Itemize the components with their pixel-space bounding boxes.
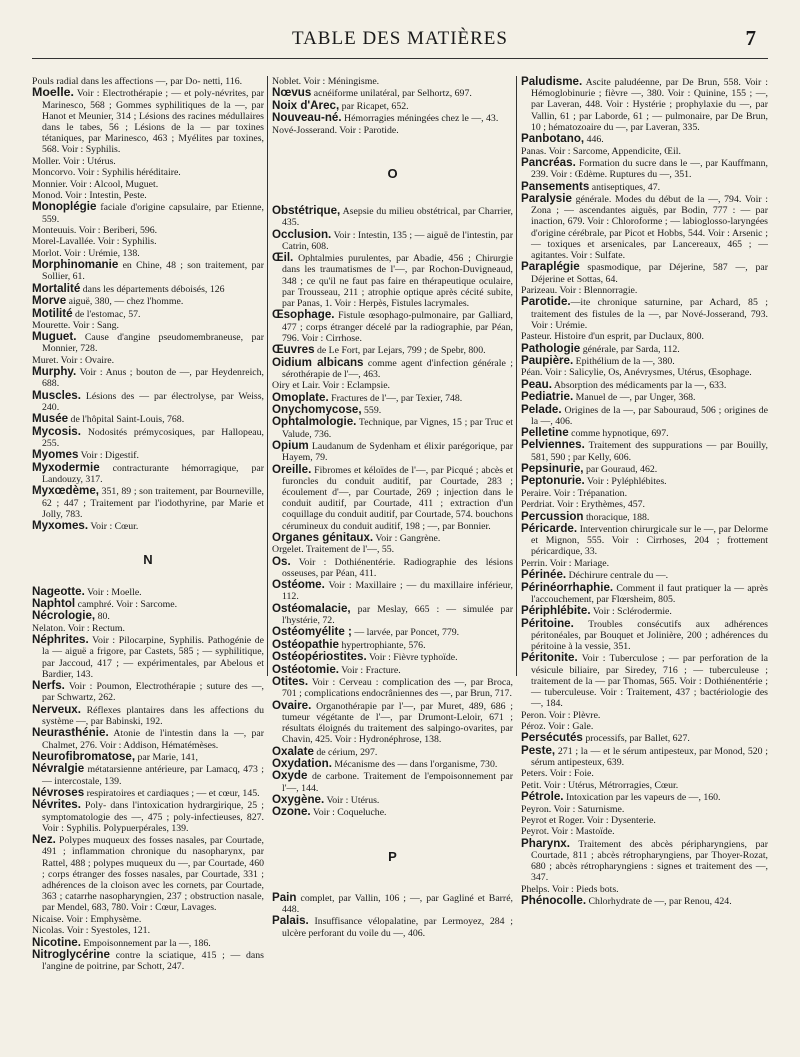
index-entry-neurasthenie: Neurasthénie. Atonie de l'intestin dans la —, par Chalmet, 276. Voir : Addison, Hématémèses. [32,726,264,751]
index-column-3 [521,76,768,1046]
index-entry-os: Os. Voir : Dothiénentérie. Radiographie des lésions osseuses, par Péan, 411. [272,554,513,579]
index-entry-morve: Morve aiguë, 380, — chez l'homme. [32,294,184,308]
index-entry-mycosis: Mycosis. Nodosités prémycosiques, par Hallopeau, 255. [32,424,264,450]
index-entry-muscles: Muscles. Lésions des — par électrolyse, par Weiss, 240. [32,388,264,414]
index-entry: Nové-Josserand. Voir : Parotide. [272,124,399,136]
index-entry-nerveux: Nerveux. Réflexes plantaires dans les affections du système —, par Babinski, 192. [32,702,264,727]
index-entry-obstetrique: Obstétrique, Asepsie du milieu obstétrical, par Charrier, 435. [272,203,513,229]
index-entry-periphlebite: Périphlébite. Voir : Sclérodermie. [521,604,672,618]
index-entry-pediatrie: Pediatrie. Manuel de —, par Unger, 368. [521,390,696,404]
index-entry: Peron. Voir : Plèvre. [521,709,601,721]
index-entry: Monod. Voir : Intestin, Peste. [32,189,147,201]
index-entry-oxyde: Oxyde de carbone. Traitement de l'empoisonnement par l'—, 144. [272,769,513,794]
index-entry: Moller. Voir : Utérus. [32,155,116,167]
column-divider-right [516,76,517,676]
index-entry: Péan. Voir : Salicylie, Os, Anévrysmes, Utérus, Œsophage. [521,367,752,379]
index-entry-oxydation: Oxydation. Mécanisme des — dans l'organisme, 730. [272,757,498,771]
index-entry-peritoine: Péritoine. Troubles consécutifs aux adhérences péritonéales, par Bouquet et Jolinière, 200 ; adhérences du péritoine à la vessie, 351. [521,616,768,652]
index-entry-peste: Peste, 271 ; la — et le sérum antipesteux, par Monod, 520 ; sérum antipesteux, 639. [521,743,768,768]
index-entry-oxygene: Oxygène. Voir : Utérus. [272,793,380,806]
index-entry-oeuvres: Œuvres de Le Fort, par Lejars, 799 ; de Spebr, 800. [272,343,486,357]
index-entry-percussion: Percussion thoracique, 188. [521,509,650,523]
index-entry-myomes: Myomes Voir : Digestif. [32,448,140,462]
index-entry-nevroses: Névroses respiratoires et cardiaques ; — et cœur, 145. [32,785,260,799]
index-entry-peritonite: Péritonite. Voir : Tuberculose ; — par perforation de la vésicule biliaire, par Siredey, 716 ; — tuberculeuse ; traitement de la — par Thomas, 565. Voir : Dothiénentérie ; — tuberculeuse. Voir : Traitement, 437 ; bactériologie des —, 184. [521,651,768,710]
index-entry: Perrin. Voir : Mariage. [521,557,610,569]
index-entry-nevrites: Névrites. Poly- dans l'intoxication hydrargirique, 25 ; symptomatologie des —, 475 ; poly-infectieuses, 827. Voir : Syphilis. Polypuerpérales, 139. [32,798,264,834]
index-entry: Peraire. Voir : Trépanation. [521,487,628,499]
index-entry-monoplegie: Monoplégie faciale d'origine capsulaire, par Etienne, 559. [32,200,264,225]
index-entry: Pasteur. Histoire d'un esprit, par Duclaux, 800. [521,331,704,343]
index-entry-pepsinurie: Pepsinurie, par Gouraud, 462. [521,462,658,476]
index-entry-paraplegie: Paraplégie spasmodique, par Déjerine, 587 —, par Déjerine et Sottas, 64. [521,260,768,285]
index-entry-noix: Noix d'Arec, par Ricapet, 652. [272,98,409,112]
index-entry-mortalite: Mortalité dans les départements déboisés, 126 [32,281,225,295]
index-entry-myxodermie: Myxodermie contracturante hémorragique, par Landouzy, 317. [32,460,264,486]
index-entry-peptonurie: Peptonurie. Voir : Pyléphlébites. [521,474,667,488]
index-entry: Pouls radial dans les affections —, par Do- netti, 116. [32,76,243,87]
index-entry-osteoperiostites: Ostéopériostites. Voir : Fièvre typhoïde. [272,650,458,664]
index-entry-nicotine: Nicotine. Empoisonnement par la —, 186. [32,935,211,949]
index-entry-opium: Opium Laudanum de Sydenham et élixir parégorique, par Hayem, 79. [272,438,513,464]
index-entry: Peters. Voir : Foie. [521,768,594,780]
index-entry-moelle: Moelle. Voir : Electrothérapie ; — et poly-névrites, par Marinesco, 568 ; Gommes syphilitiques de la —, par Hanot et Meunier, 314 ; Lésions des racines médullaires dans le tabes, 56 ; Lésions de la — par toxines tétaniques, par Marinesco, 463 ; Myélites par toxines, 568. Voir : Syphilis. [32,85,264,156]
index-entry: Nelaton. Voir : Rectum. [32,622,125,634]
index-entry-morphinomanie: Morphinomanie en Chine, 48 ; son traitement, par Sollier, 61. [32,258,264,283]
section-letter-p: P [388,848,397,864]
index-entry-occlusion: Occlusion. Voir : Intestin, 135 ; — aiguë de l'intestin, par Catrin, 608. [272,227,513,252]
index-entry: Morlot. Voir : Urémie, 138. [32,247,140,259]
index-entry: Petit. Voir : Utérus, Métrorragies, Cœur. [521,779,679,791]
index-entry-pharynx: Pharynx. Traitement des abcès péripharyngiens, par Courtade, 811 ; abcès rétropharyngiens, par Thoyer-Rozat, 680 ; abcès rétropharyngiens : signes et traitement des —, 347. [521,836,768,884]
index-entry-pelviennes: Pelviennes. Traitement des suppurations — par Bouilly, 581, 590 ; par Kelly, 606. [521,438,768,463]
index-entry-neurofibromatose: Neurofibromatose, par Marie, 141, [32,749,198,763]
index-entry-petrole: Pétrole. Intoxication par les vapeurs de —, 160. [521,790,721,804]
index-entry: Peyrot. Voir : Mastoïde. [521,826,615,838]
index-entry: Nicaise. Voir : Emphysème. [32,913,142,925]
index-entry: Peyrot et Roger. Voir : Dysenterie. [521,814,656,826]
index-entry: Monnier. Voir : Alcool, Muguet. [32,178,159,190]
index-entry-muguet: Muguet. Cause d'angine pseudomembraneuse, par Monnier, 728. [32,330,264,355]
index-entry-naphtol: Naphtol camphré. Voir : Sarcome. [32,597,178,611]
index-entry-oidium: Oidium albicans comme agent d'infection générale ; sérothérapie de l'—, 463. [272,355,513,380]
index-entry: Panas. Voir : Sarcome, Appendicite, Œil. [521,145,681,157]
index-entry-paludisme: Paludisme. Ascite paludéenne, par De Brun, 558. Voir : Hémoglobinurie ; fièvre —, 380. Voir : Quinine, 155 ; —, par Laveran, 448. Voir : Hystérie ; prophylaxie du —, par Vallin, 61 ; par Laborde, 61 ; — pulmonaire, par De Brun, 10 ; hématozoaire du —, par Laveran, 335. [521,76,768,133]
page-header [32,22,768,59]
index-entry-osteotomie: Ostéotomie. Voir : Fracture. [272,662,401,676]
index-entry-nevralgie: Névralgie métatarsienne antérieure, par Lamacq, 473 ; — intercostale, 139. [32,762,264,787]
index-entry-pancreas: Pancréas. Formation du sucre dans le —, par Kauffmann, 239. Voir : Œdème. Ruptures du —, 351. [521,155,768,181]
index-entry: Perdriat. Voir : Erythèmes, 457. [521,499,645,511]
index-entry-palais: Palais. Insuffisance vélopalatine, par Lermoyez, 284 ; ulcère perforant du voile du —, 406. [272,914,513,939]
index-entry-pansements: Pansements antiseptiques, 47. [521,179,661,193]
index-entry-paupiere: Paupière. Epithélium de la —, 380. [521,353,675,367]
index-entry-paralysie: Paralysie générale. Modes du début de la —, 794. Voir : Zona ; — ascendantes aiguës, par Bodin, 777 : — par inaction, 679. Voir : Chloroforme ; — labioglosso-laryngées d'origine cérébrale, par Picot et Hobbs, 544. Voir : Arsenic ; — toxiques et arsenicales, par Lancereaux, 465 ; — agitantes. Voir : Sulfate. [521,191,768,261]
index-entry-omoplate: Omoplate. Fractures de l'—, par Texier, 748. [272,390,463,404]
index-entry-oeil: Œil. Ophtalmies purulentes, par Abadie, 456 ; Chirurgie dans les traumatismes de l'—, par Rochon-Duvigneaud, 348 ; ce qu'il ne faut pas faire en thérapeutique oculaire, par Trousseau, 211 ; atrophie optique après cécité subite, par Panas, 1. Voir : Herpès, Fistules lacrymales. [272,251,513,309]
index-entry-nouveau-ne: Nouveau-né. Hémorragies méningées chez le —, 43. [272,111,499,125]
index-entry-ozone: Ozone. Voir : Coqueluche. [272,805,387,819]
index-entry-persecutes: Persécutés processifs, par Ballet, 627. [521,731,690,745]
index-entry-perinee: Périnée. Déchirure centrale du —. [521,568,669,582]
index-entry: Morel-Lavallée. Voir : Syphilis. [32,236,157,248]
index-entry-pelade: Pelade. Origines de la —, par Sabouraud, 506 ; origines de la —, 406. [521,402,768,427]
index-entry-peau: Peau. Absorption des médicaments par la —, 633. [521,377,727,391]
index-entry: Parizeau. Voir : Blennorragie. [521,284,638,296]
index-entry-pathologie: Pathologie générale, par Sarda, 112. [521,341,680,355]
page-title: TABLE DES MATIÈRES [292,28,508,49]
index-entry-pericarde: Péricarde. Intervention chirurgicale sur le —, par Delorme et Mignon, 555. Voir : Cirrhoses, 204 ; frottement péricardique, 33. [521,522,768,558]
index-entry: Noblet. Voir : Méningisme. [272,76,380,87]
index-entry-osteopathie: Ostéopathie hypertrophiante, 576. [272,637,426,651]
index-entry-pelletine: Pelletine comme hypnotique, 697. [521,426,669,440]
index-entry-onychomycose: Onychomycose, 559. [272,402,382,416]
index-entry-oesophage: Œsophage. Fistule œsophago-pulmonaire, par Galliard, 477 ; corps étranger décelé par la radiographie, par Péan, 796. Voir : Cirrhose. [272,308,513,344]
index-entry-nephrites: Néphrites. Voir : Pilocarpine, Syphilis. Pathogénie de la — aiguë a frigore, par Castets, 585 ; — syphilitique, par Jaccoud, 417 ; — expérimentales, par Abelous et Bardier, 143. [32,633,264,680]
index-entry-myxoedeme: Myxœdème, 351, 89 ; son traitement, par Bourneville, 62 ; 447 ; Traitement par l'iodothyrine, par Marie et Jolly, 783. [32,484,264,520]
index-entry-oxalate: Oxalate de cérium, 297. [272,744,378,758]
index-entry-panbotano: Panbotano, 446. [521,132,604,146]
index-entry-phenocolle: Phénocolle. Chlorhydrate de —, par Renou, 424. [521,894,732,908]
index-entry: Péroz. Voir : Gale. [521,720,594,732]
index-entry-ovaire: Ovaire. Organothérapie par l'—, par Muret, 489, 686 ; tumeur végétante de l'—, par Drumont-Leloir, 671 ; résultats éloignés du traitement des salpingo-ovarites, par Chavin, 425. Voir : Hydronéphrose, 138. [272,698,513,746]
index-entry-nerfs: Nerfs. Voir : Poumon, Electrothérapie ; suture des —, par Schwartz, 262. [32,679,264,704]
index-entry-nitroglycerine: Nitroglycérine contre la sciatique, 415 ; — dans l'angine de poitrine, par Schott, 247. [32,947,264,973]
index-entry-osteomyelite: Ostéomyélite ; — larvée, par Poncet, 779. [272,625,460,639]
index-column-1 [32,76,264,1046]
index-entry: Orgelet. Traitement de l'—, 55. [272,544,395,556]
index-column-2 [272,76,513,1046]
index-entry: Nicolas. Voir : Syestoles, 121. [32,925,151,937]
index-entry: Muret. Voir : Ovaire. [32,354,115,366]
index-entry: Oiry et Lair. Voir : Eclampsie. [272,380,390,392]
index-entry-nageotte: Nageotte. Voir : Moelle. [32,584,142,598]
index-entry-myxomes: Myxomes. Voir : Cœur. [32,519,139,533]
index-entry-ophtalmologie: Ophtalmologie. Technique, par Vignes, 15 ; par Truc et Valude, 736. [272,415,513,440]
index-entry: Moncorvo. Voir : Syphilis héréditaire. [32,167,181,179]
section-letter-n: N [143,552,153,568]
section-letter-o: O [387,165,398,181]
column-divider-left [267,76,268,676]
index-entry-musee: Musée de l'hôpital Saint-Louis, 768. [32,412,185,426]
index-entry-parotide: Parotide.—ite chronique saturnine, par Achard, 85 ; traitement des fistules de la —, par Nové-Josserand, 793. Voir : Urémie. [521,295,768,331]
index-entry-motilite: Motilité de l'estomac, 57. [32,306,141,320]
index-entry: Phelps. Voir : Pieds bots. [521,883,619,895]
index-entry-necrologie: Nécrologie, 80. [32,609,110,623]
index-entry-nez: Nez. Polypes muqueux des fosses nasales, par Courtade, 491 ; inflammation chronique du nasopharynx, par Rattel, 488 ; polypes muqueux du —, par Courtade, 460 ; corps étranger des fosses nasales, par Courtade, 331 ; adhérences de la cloison avec les cornets, par Courtade, 363 ; catarrhe nasopharyngien, 237 ; obstruction nasale, par Mendel, 683, 780. Voir : Cœur, Lavages. [32,833,264,914]
index-entry: Peyron. Voir : Saturnisme. [521,803,625,815]
index-entry-murphy: Murphy. Voir : Anus ; bouton de —, par Heydenreich, 688. [32,365,264,390]
index-entry: Mourette. Voir : Sang. [32,319,119,331]
index-entry-pain: Pain complet, par Vallin, 106 ; —, par Gagliné et Barré, 448. [272,890,513,915]
index-entry-perineorrhaphie: Périnéorrhaphie. Comment il faut pratiquer la — après l'accouchement, par Flœrsheim, 805. [521,580,768,605]
index-entry-noevus: Nœvus acnéiforme unilatéral, par Selhortz, 697. [272,86,472,100]
index-entry: Monteuuis. Voir : Beriberi, 596. [32,224,158,236]
index-entry-organes: Organes génitaux. Voir : Gangrène. [272,530,441,544]
index-entry-osteome: Ostéome. Voir : Maxillaire ; — du maxillaire inférieur, 112. [272,578,513,603]
index-entry-otites: Otites. Voir : Cerveau : complication des —, par Broca, 701 ; complications endocrâniennes des —, par Brun, 717. [272,675,513,700]
index-entry-osteomalacie: Ostéomalacie, par Meslay, 665 : — simulée par l'hystérie, 72. [272,601,513,627]
index-entry-oreille: Oreille. Fibromes et kéloïdes de l'—, par Picqué ; abcès et furoncles du conduit auditif, par Courtade, 283 ; écoulement d'—, par Courtade, 269 ; injection dans le conduit auditif, par Courtade, 411 ; extraction d'un coquillage du conduit auditif, par Courtade, 574. bouchons cérumineux du conduit auditif, 198 ; —, par Bonnier. [272,462,513,532]
page-number: 7 [745,26,756,50]
